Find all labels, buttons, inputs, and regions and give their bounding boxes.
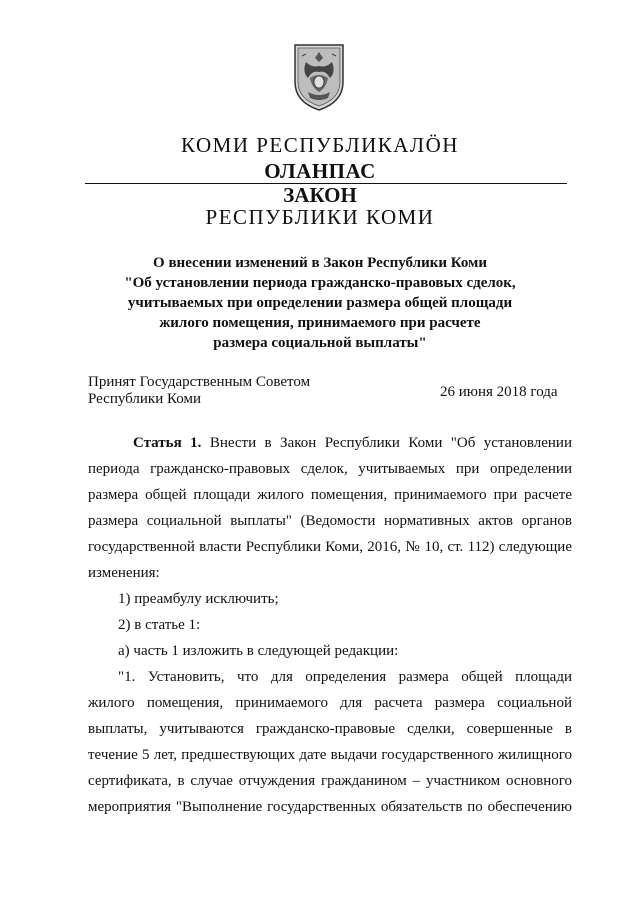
law-title bbox=[80, 253, 560, 353]
article-item: 1) преамбулу исключить; bbox=[118, 591, 279, 607]
article-line: размера общей площади жилого помещения, принимаемого при расчете bbox=[88, 487, 572, 503]
article-line: государственной власти Республики Коми, 2016, № 10, ст. 112) следующие bbox=[88, 539, 572, 555]
article-subitem: а) часть 1 изложить в следующей редакции: bbox=[118, 643, 399, 659]
law-title-line: жилого помещения, принимаемого при расчете bbox=[159, 315, 481, 331]
law-title-line: учитываемых при определении размера общей площади bbox=[127, 295, 513, 311]
quote-line: жилого помещения, принимаемого для расчета размера социальной bbox=[88, 695, 572, 711]
article-label: Статья 1. bbox=[133, 435, 202, 451]
adoption-line: Принят Государственным Советом bbox=[88, 374, 311, 390]
header-komi-name: КОМИ РЕСПУБЛИКАЛÖН bbox=[181, 133, 459, 157]
article-item: 2) в статье 1: bbox=[118, 617, 201, 633]
article-line: изменения: bbox=[88, 565, 160, 581]
article-first-line bbox=[88, 430, 572, 456]
law-title-line: "Об установлении периода гражданско-правовых сделок, bbox=[124, 275, 516, 291]
law-title-line: О внесении изменений в Закон Республики Коми bbox=[153, 255, 487, 271]
header-komi-doctype: ОЛАНПАС bbox=[264, 159, 376, 183]
adoption-date: 26 июня 2018 года bbox=[440, 384, 558, 400]
adoption-statement bbox=[88, 374, 310, 408]
article-body bbox=[88, 430, 572, 820]
article-line: размера социальной выплаты" (Ведомости нормативных актов органов bbox=[88, 513, 572, 529]
law-title-line: размера социальной выплаты" bbox=[213, 335, 427, 351]
coat-of-arms-emblem bbox=[292, 42, 346, 112]
header-ru-doctype: ЗАКОН bbox=[283, 183, 357, 207]
adoption-line: Республики Коми bbox=[88, 391, 201, 407]
quote-line: течение 5 лет, предшествующих дате выдачи государственного жилищного bbox=[88, 747, 572, 763]
quote-first-line: "1. Установить, что для определения размера общей площади bbox=[118, 669, 572, 685]
coat-of-arms-icon bbox=[292, 42, 346, 112]
article-first-text: Внести в Закон Республики Коми "Об установлении bbox=[201, 435, 572, 451]
header-ru-name: РЕСПУБЛИКИ КОМИ bbox=[205, 205, 435, 229]
quote-line: сертификата, в случае отчуждения гражданином – участником основного bbox=[88, 773, 572, 789]
quote-line: выплаты, учитываются гражданско-правовые сделки, совершенные в bbox=[88, 721, 572, 737]
article-line: периода гражданско-правовых сделок, учитываемых при определении bbox=[88, 461, 572, 477]
quote-line: мероприятия "Выполнение государственных обязательств по обеспечению bbox=[88, 799, 572, 815]
